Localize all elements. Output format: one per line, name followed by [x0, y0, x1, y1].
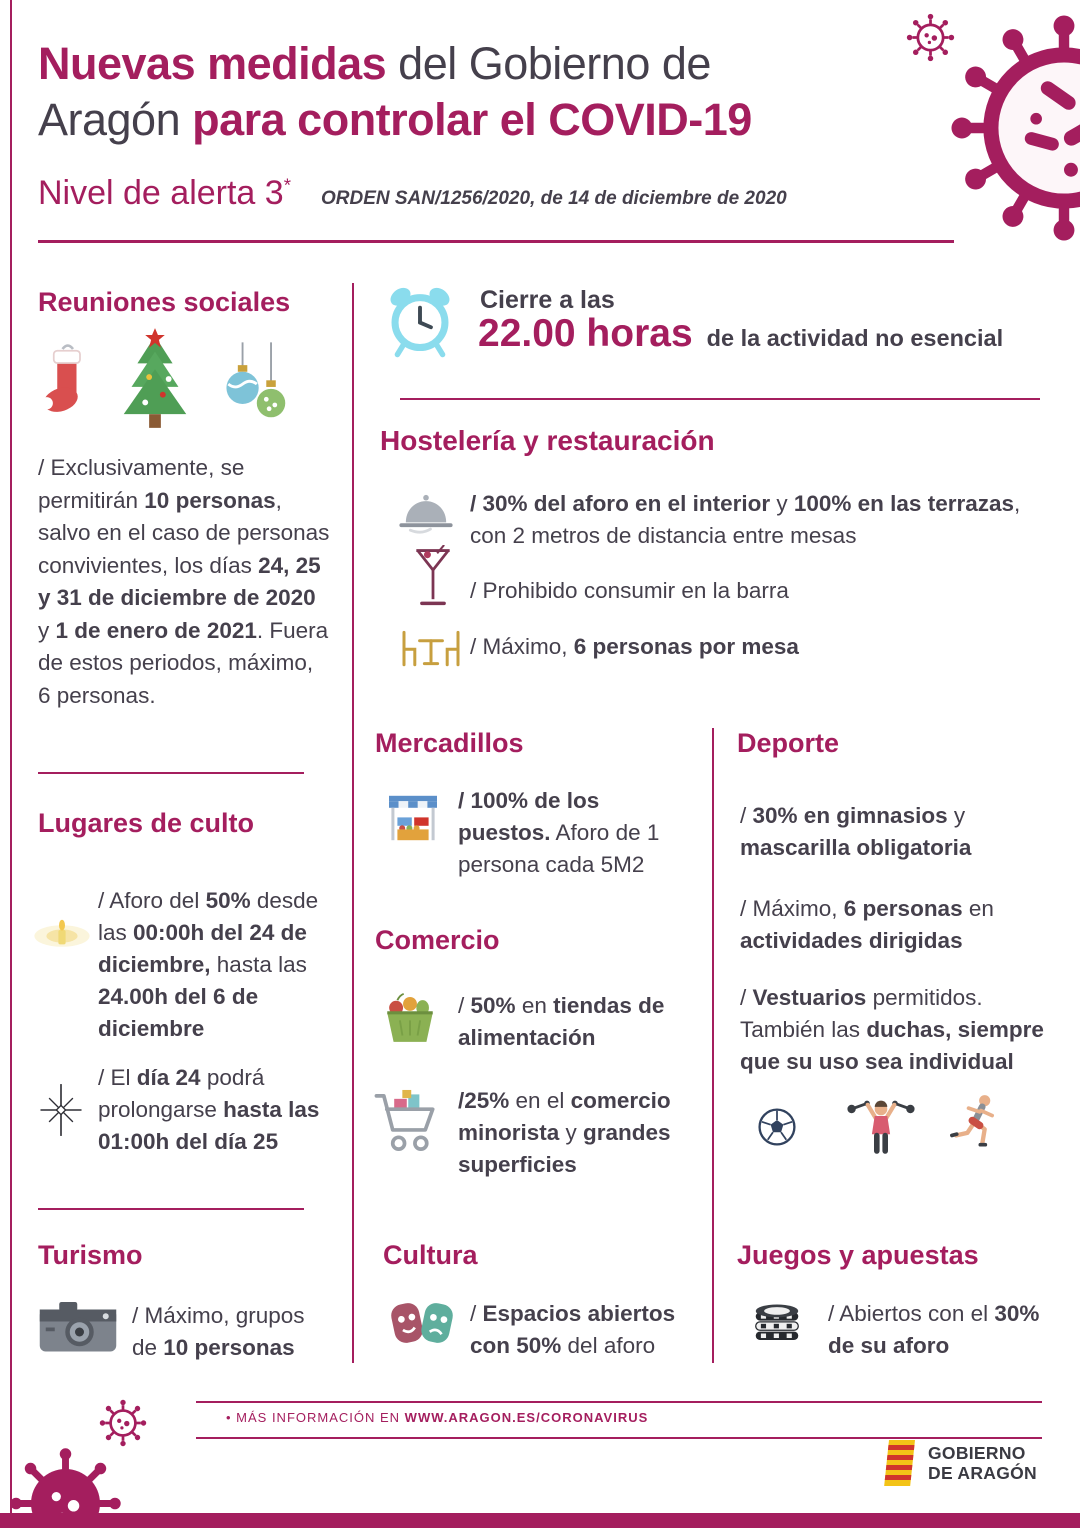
footer-info-link[interactable]: • MÁS INFORMACIÓN EN WWW.ARAGON.ES/CORONAVIRUS: [226, 1410, 649, 1425]
closure-line: [478, 312, 1003, 356]
header-subtitle-row: [38, 174, 787, 213]
section-divider: [38, 1208, 304, 1210]
reuniones-text: / Exclusivamente, se permitirán 10 personas, salvo en el caso de personas convivientes, los días 24, 25 y 31 de diciembre de 2020 y 1 de enero de 2021. Fuera de estos periodos, máximo, 6 personas.: [38, 455, 330, 708]
header-divider: [38, 240, 954, 243]
market-icon: [383, 790, 443, 846]
section-divider: [38, 772, 304, 774]
culto-item-2: / El día 24 podrá prolongarse hasta las 01:00h del día 25: [98, 1065, 320, 1154]
alarm-clock-icon: [381, 281, 459, 361]
flag-icon: [884, 1440, 918, 1486]
stocking-icon: [38, 338, 94, 430]
star-icon: [34, 1080, 88, 1140]
title-line-2: Aragón para controlar el COVID-19: [38, 94, 752, 145]
section-heading-reuniones: Reuniones sociales: [38, 287, 291, 317]
cart-icon: [372, 1082, 446, 1166]
virus-icon: [948, 12, 1080, 244]
runner-icon: [945, 1088, 1007, 1158]
comercio-item-1: / 50% en tiendas de alimentación: [458, 993, 665, 1050]
candle-icon: [32, 912, 92, 954]
section-heading-juegos: Juegos y apuestas: [737, 1240, 979, 1270]
tree-icon: [112, 328, 198, 430]
section-heading-culto: Lugares de culto: [38, 808, 255, 838]
table-icon: [398, 624, 464, 672]
hosteleria-item-3: / Máximo, 6 personas por mesa: [470, 634, 799, 659]
camera-icon: [36, 1296, 120, 1356]
bottom-bar: [0, 1513, 1080, 1528]
deporte-item-2: / Máximo, 6 personas en actividades dirigidas: [740, 896, 994, 953]
juegos-item: / Abiertos con el 30% de su aforo: [828, 1301, 1040, 1358]
virus-icon: [96, 1396, 150, 1450]
column-divider: [712, 728, 714, 1363]
title-line-1: Nuevas medidas del Gobierno de: [38, 38, 711, 89]
order-reference: ORDEN SAN/1256/2020, de 14 de diciembre de 2020: [320, 188, 787, 209]
section-heading-hosteleria: Hostelería y restauración: [380, 425, 715, 456]
culto-item-1: / Aforo del 50% desde las 00:00h del 24 de diciembre, hasta las 24.00h del 6 de diciembre: [98, 888, 319, 1041]
footer-divider-top: [196, 1401, 1042, 1403]
alert-level: Nivel de alerta 3*: [38, 174, 291, 212]
closure-prefix: Cierre a las: [480, 286, 615, 314]
turismo-item: / Máximo, grupos de 10 personas: [132, 1303, 305, 1360]
deporte-item-3: / Vestuarios permitidos. También las duchas, siempre que su uso sea individual: [740, 985, 1044, 1074]
section-heading-cultura: Cultura: [383, 1240, 478, 1270]
closure-time: 22.00 horas: [478, 312, 693, 355]
cloche-icon: [398, 490, 454, 534]
cultura-item: / Espacios abiertos con 50% del aforo: [470, 1301, 676, 1358]
mercadillos-item: / 100% de los puestos. Aforo de 1 persona cada 5M2: [458, 788, 660, 877]
logo-text-line-1: GOBIERNO: [928, 1443, 1026, 1463]
section-divider: [400, 398, 1040, 400]
section-heading-mercadillos: Mercadillos: [375, 728, 524, 758]
masks-icon: [385, 1292, 459, 1356]
page-title: [38, 36, 878, 148]
closure-suffix: de la actividad no esencial: [706, 325, 1004, 351]
baubles-icon: [216, 342, 290, 430]
christmas-icons-row: [38, 328, 290, 430]
section-heading-comercio: Comercio: [375, 925, 500, 955]
cocktail-icon: [412, 545, 454, 611]
left-border: [10, 0, 12, 1513]
hosteleria-item-2: / Prohibido consumir en la barra: [470, 578, 789, 603]
gobierno-aragon-logo: [884, 1440, 1037, 1486]
deporte-item-1: / 30% en gimnasios y mascarilla obligatoria: [740, 803, 972, 860]
hosteleria-item-1: / 30% del aforo en el interior y 100% en las terrazas, con 2 metros de distancia entre mesas: [470, 491, 1021, 548]
comercio-item-2: /25% en el comercio minorista y grandes superficies: [458, 1088, 671, 1177]
basket-icon: [378, 985, 442, 1045]
column-divider: [352, 283, 354, 1363]
logo-text-line-2: DE ARAGÓN: [928, 1463, 1037, 1483]
footer-divider-bottom: [196, 1437, 1042, 1439]
section-heading-deporte: Deporte: [737, 728, 840, 758]
section-heading-turismo: Turismo: [38, 1240, 143, 1270]
chips-icon: [748, 1290, 806, 1348]
ball-icon: [748, 1098, 806, 1156]
weights-icon: [845, 1088, 917, 1158]
